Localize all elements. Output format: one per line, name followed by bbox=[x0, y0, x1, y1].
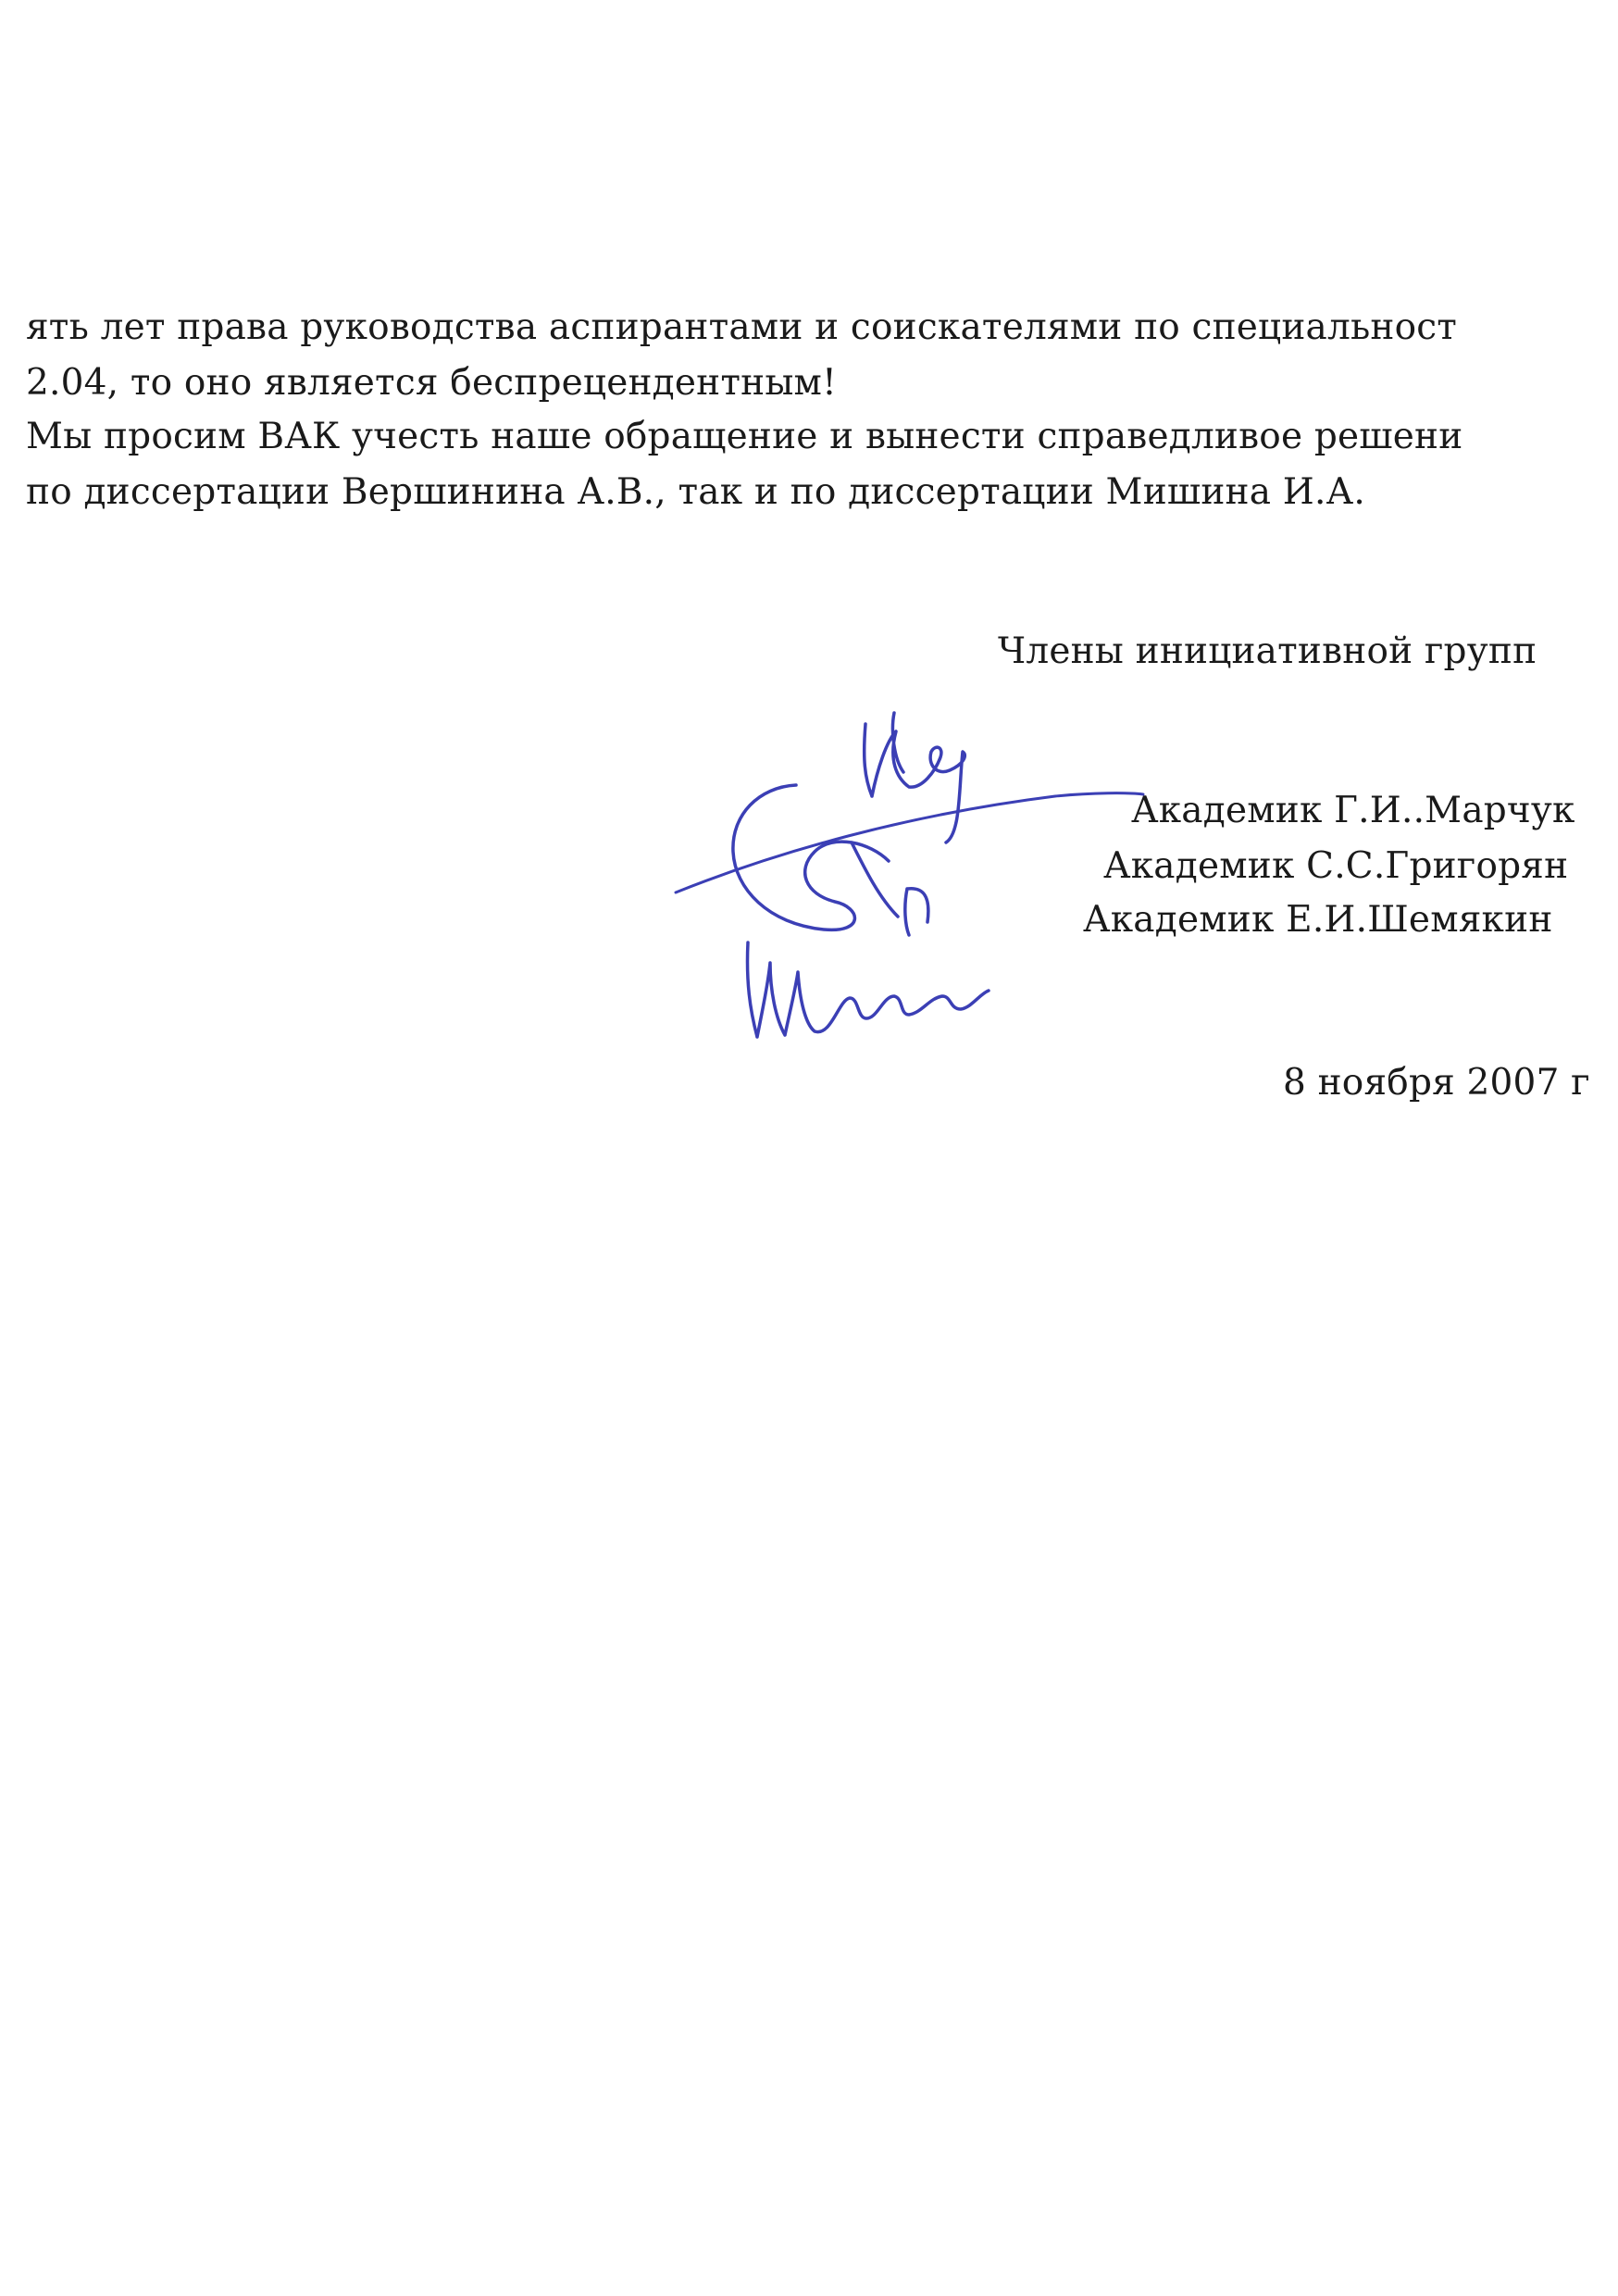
signature-stroke-sweep bbox=[676, 793, 1143, 892]
signature-marchuk bbox=[865, 713, 965, 842]
signature-grigoryan bbox=[733, 785, 928, 935]
body-text-line-2: 2.04, то оно является беспрецендентным! bbox=[26, 362, 837, 404]
body-text-line-3: Мы просим ВАК учесть наше обращение и вынести справедливое решени bbox=[26, 416, 1463, 457]
group-heading: Члены инициативной групп bbox=[998, 630, 1537, 672]
body-text-line-4: по диссертации Вершинина А.В., так и по диссертации Мишина И.А. bbox=[26, 471, 1365, 513]
signatory-shemyakin: Академик Е.И.Шемякин bbox=[1083, 899, 1553, 941]
signatory-grigoryan: Академик С.С.Григорян bbox=[1103, 845, 1569, 887]
document-date: 8 ноября 2007 г bbox=[1283, 1062, 1590, 1104]
signatory-marchuk: Академик Г.И..Марчук bbox=[1131, 790, 1575, 831]
signature-shemyakin bbox=[747, 942, 989, 1037]
handwritten-signatures bbox=[666, 704, 1148, 1092]
body-text-line-1: ять лет права руководства аспирантами и соискателями по специальност bbox=[26, 306, 1458, 348]
